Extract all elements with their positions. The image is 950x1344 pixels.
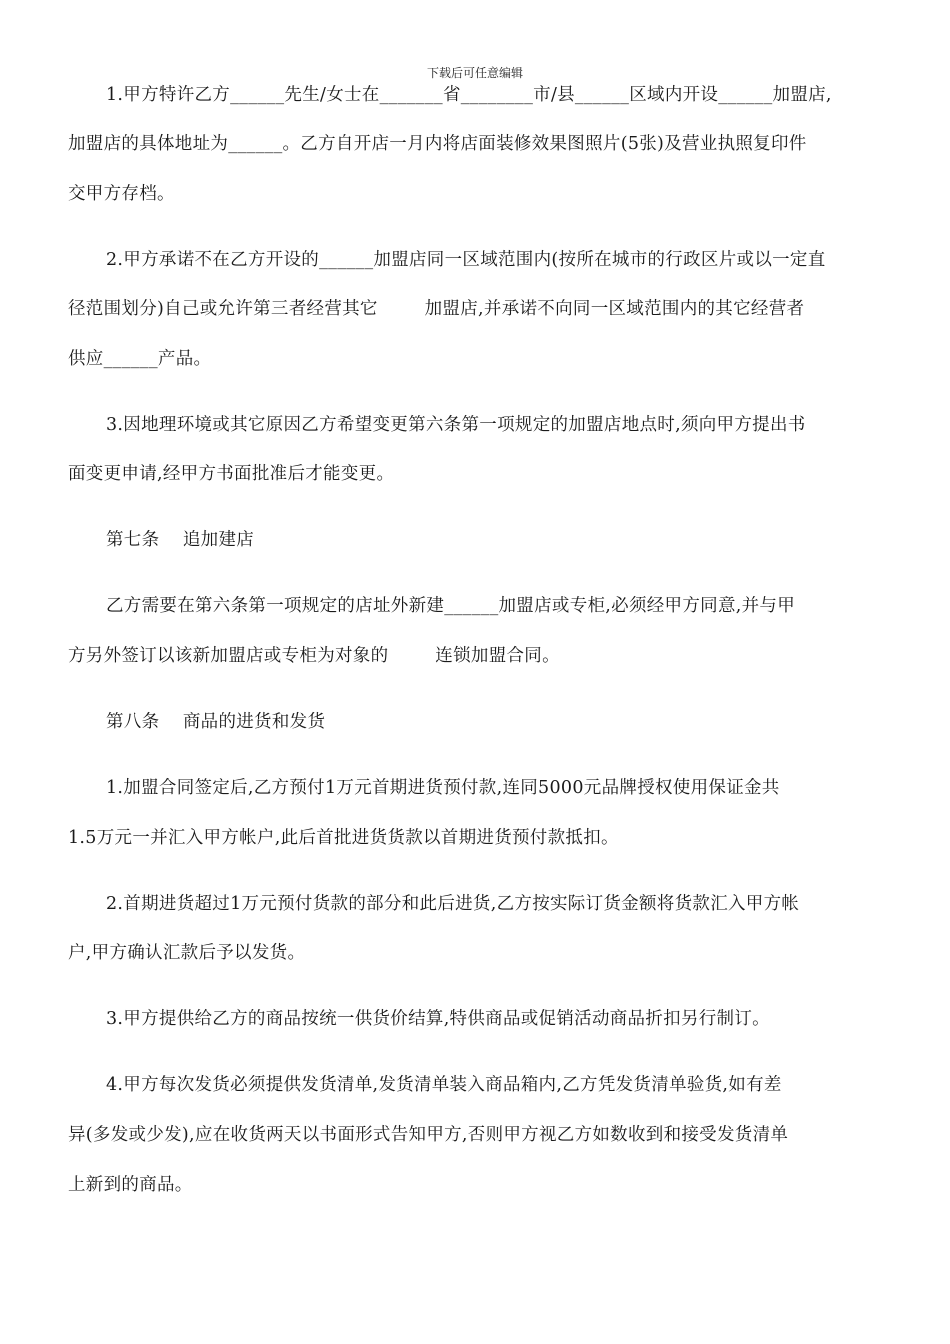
paragraph-2-line-3: 供应______产品。 <box>68 349 212 369</box>
article-8-item-4-line-3: 上新到的商品。 <box>68 1175 193 1195</box>
paragraph-3-line-2: 面变更申请,经甲方书面批准后才能变更。 <box>68 464 395 484</box>
article-7-line-1: 乙方需要在第六条第一项规定的店址外新建______加盟店或专柜,必须经甲方同意,并与甲 <box>106 596 796 616</box>
article-8-item-1-line-2: 1.5万元一并汇入甲方帐户,此后首批进货货款以首期进货预付款抵扣。 <box>68 828 619 848</box>
paragraph-2-line-1: 2.甲方承诺不在乙方开设的______加盟店同一区域范围内(按所在城市的行政区片或以一定直 <box>106 250 826 270</box>
article-7-line-2: 方另外签订以该新加盟店或专柜为对象的 连锁加盟合同。 <box>68 646 560 666</box>
article-8-item-1-line-1: 1.加盟合同签定后,乙方预付1万元首期进货预付款,连同5000元品牌授权使用保证金共 <box>106 778 780 798</box>
paragraph-3-line-1: 3.因地理环境或其它原因乙方希望变更第六条第一项规定的加盟店地点时,须向甲方提出书 <box>106 415 806 435</box>
article-8-item-2-line-2: 户,甲方确认汇款后予以发货。 <box>68 943 306 963</box>
paragraph-1-line-3: 交甲方存档。 <box>68 184 175 204</box>
article-8-item-2-line-1: 2.首期进货超过1万元预付货款的部分和此后进货,乙方按实际订货金额将货款汇入甲方帐 <box>106 894 800 914</box>
article-8-item-4-line-1: 4.甲方每次发货必须提供发货清单,发货清单装入商品箱内,乙方凭发货清单验货,如有差 <box>106 1075 782 1095</box>
article-8-item-4-line-2: 异(多发或少发),应在收货两天以书面形式告知甲方,否则甲方视乙方如数收到和接受发货清单 <box>68 1125 789 1145</box>
paragraph-1-line-2: 加盟店的具体地址为______。乙方自开店一月内将店面装修效果图照片(5张)及营业执照复印件 <box>68 134 807 154</box>
header-note: 下载后可任意编辑 <box>426 66 523 80</box>
article-8-item-3: 3.甲方提供给乙方的商品按统一供货价结算,特供商品或促销活动商品折扣另行制订。 <box>106 1009 770 1029</box>
article-7-heading: 第七条 追加建店 <box>106 530 255 550</box>
article-8-heading: 第八条 商品的进货和发货 <box>106 712 326 732</box>
paragraph-1-line-1: 1.甲方特许乙方______先生/女士在_______省________市/县______区域内开设______加盟店, <box>106 85 832 105</box>
paragraph-2-line-2: 径范围划分)自己或允许第三者经营其它 加盟店,并承诺不向同一区域范围内的其它经营者 <box>68 299 805 319</box>
